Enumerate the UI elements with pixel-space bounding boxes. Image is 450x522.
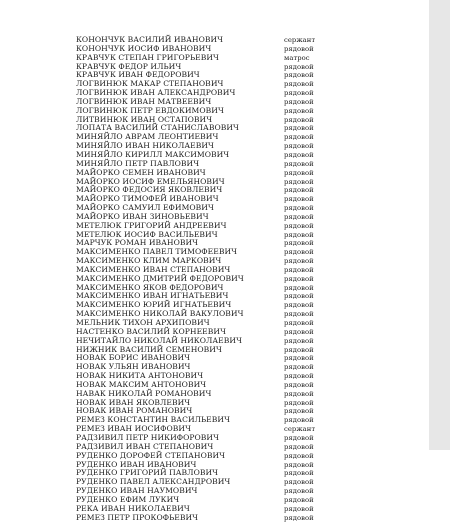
person-name: МАКСИМЕНКО ЯКОВ ФЕДОРОВИЧ bbox=[76, 282, 224, 292]
person-name: МАКСИМЕНКО ДМИТРИЙ ФЕДОРОВИЧ bbox=[76, 273, 244, 283]
list-item bbox=[76, 452, 326, 461]
person-name: МИНЯЙЛО ПЕТР ПАВЛОВИЧ bbox=[76, 158, 200, 168]
military-rank: рядовой bbox=[284, 97, 314, 106]
military-rank: рядовой bbox=[284, 265, 314, 274]
person-name: НИЖНИК ВАСИЛИЙ СЕМЕНОВИЧ bbox=[76, 344, 222, 354]
person-name: ЛОПАТА ВАСИЛИЙ СТАНИСЛАВОВИЧ bbox=[76, 123, 239, 133]
person-name: МАКСИМЕНКО ИВАН СТЕПАНОВИЧ bbox=[76, 264, 231, 274]
person-name: КРАВЧУК ИВАН ФЕДОРОВИЧ bbox=[76, 70, 200, 80]
person-name: КОНОНЧУК ВАСИЛИЙ ИВАНОВИЧ bbox=[76, 35, 224, 44]
person-name: ЛИТВИНЮК ИВАН ОСТАПОВИЧ bbox=[76, 114, 213, 124]
military-rank: рядовой bbox=[284, 89, 314, 98]
person-name: МАЙОРКО ИОСИФ ЕМЕЛЬЯНОВИЧ bbox=[76, 176, 225, 186]
military-rank: рядовой bbox=[284, 150, 314, 159]
person-name: РУДЕНКО ГРИГОРИЙ ПАВЛОВИЧ bbox=[76, 468, 219, 478]
military-rank: рядовой bbox=[284, 487, 314, 496]
military-rank: рядовой bbox=[284, 363, 314, 372]
person-name: НОВАК УЛЬЯН ИВАНОВИЧ bbox=[76, 362, 191, 372]
military-rank: рядовой bbox=[284, 451, 314, 460]
military-rank: рядовой bbox=[284, 133, 314, 142]
person-name: МИНЯЙЛО ИВАН НИКОЛАЕВИЧ bbox=[76, 141, 214, 151]
page-edge bbox=[429, 0, 450, 450]
military-rank: рядовой bbox=[284, 221, 314, 230]
military-rank: рядовой bbox=[284, 407, 314, 416]
list-item bbox=[76, 514, 326, 522]
person-name: МАЙОРКО ИВАН ЗИНОВЬЕВИЧ bbox=[76, 211, 209, 221]
military-rank: рядовой bbox=[284, 80, 314, 89]
person-name: РУДЕНКО ПАВЕЛ АЛЕКСАНДРОВИЧ bbox=[76, 477, 231, 487]
military-rank: рядовой bbox=[284, 257, 314, 266]
person-name: МЕТЕЛЮК ГРИГОРИЙ АНДРЕЕВИЧ bbox=[76, 220, 227, 230]
person-name: МЕЛЬНИК ТИХОН АРХИПОВИЧ bbox=[76, 318, 210, 327]
person-name: ЛОГВИНЮК МАКАР СТЕПАНОВИЧ bbox=[76, 79, 224, 89]
person-name: РАДЗИВИЛ ИВАН СТЕПАНОВИЧ bbox=[76, 441, 214, 451]
person-name: ЛОГВИНЮК ИВАН АЛЕКСАНДРОВИЧ bbox=[76, 88, 236, 98]
military-rank: рядовой bbox=[284, 354, 314, 363]
military-rank: рядовой bbox=[284, 142, 314, 151]
military-rank: рядовой bbox=[284, 168, 314, 177]
military-rank: рядовой bbox=[284, 310, 314, 319]
military-rank: рядовой bbox=[284, 469, 314, 478]
military-rank: рядовой bbox=[284, 124, 314, 133]
military-rank: рядовой bbox=[284, 177, 314, 186]
list-item bbox=[76, 443, 326, 452]
person-name: МАКСИМЕНКО КЛИМ МАРКОВИЧ bbox=[76, 256, 222, 266]
person-name: РАДЗИВИЛ ПЕТР НИКИФОРОВИЧ bbox=[76, 432, 220, 442]
military-rank: рядовой bbox=[284, 433, 314, 442]
person-name: РУДЕНКО ЕФИМ ЛУКИЧ bbox=[76, 494, 180, 504]
military-rank: рядовой bbox=[284, 195, 314, 204]
military-rank: рядовой bbox=[284, 460, 314, 469]
person-name: ЛОГВИНЮК ИВАН МАТВЕЕВИЧ bbox=[76, 96, 212, 106]
military-rank: рядовой bbox=[284, 115, 314, 124]
military-rank: рядовой bbox=[284, 159, 314, 168]
person-name: РУДЕНКО ДОРОФЕЙ СТЕПАНОВИЧ bbox=[76, 450, 226, 460]
person-name: МАКСИМЕНКО ЮРИЙ ИГНАТЬЕВИЧ bbox=[76, 300, 232, 310]
military-rank: рядовой bbox=[284, 345, 314, 354]
person-name: МАЙОРКО СЕМЕН ИВАНОВИЧ bbox=[76, 167, 206, 177]
person-name: МИНЯЙЛО КИРИЛЛ МАКСИМОВИЧ bbox=[76, 149, 230, 159]
person-name: НОВАК НИКИТА АНТОНОВИЧ bbox=[76, 371, 204, 381]
military-rank: рядовой bbox=[284, 327, 314, 336]
person-name: МАЙОРКО САМУИЛ ЕФИМОВИЧ bbox=[76, 203, 214, 213]
person-name: МАЙОРКО ФЕДОСИЯ ЯКОВЛЕВИЧ bbox=[76, 185, 223, 195]
person-name: РЕМЕЗ ИВАН ИОСИФОВИЧ bbox=[76, 424, 191, 434]
person-name: НЕЧИТАЙЛО НИКОЛАЙ НИКОЛАЕВИЧ bbox=[76, 335, 242, 345]
person-name: КРАВЧУК СТЕПАН ГРИГОРЬЕВИЧ bbox=[76, 52, 219, 62]
person-name: МАКСИМЕНКО ПАВЕЛ ТИМОФЕЕВИЧ bbox=[76, 247, 238, 257]
names-list bbox=[76, 36, 326, 522]
military-rank: рядовой bbox=[284, 398, 314, 407]
military-rank: рядовой bbox=[284, 106, 314, 115]
list-item bbox=[76, 469, 326, 478]
person-name: НОВАК БОРИС ИВАНОВИЧ bbox=[76, 353, 191, 363]
military-rank: рядовой bbox=[284, 62, 314, 71]
list-item bbox=[76, 487, 326, 496]
military-rank: рядовой bbox=[284, 372, 314, 381]
military-rank: рядовой bbox=[284, 380, 314, 389]
military-rank: рядовой bbox=[284, 204, 314, 213]
military-rank: рядовой bbox=[284, 389, 314, 398]
military-rank: рядовой bbox=[284, 478, 314, 487]
person-name: МАКСИМЕНКО НИКОЛАЙ ВАКУЛОВИЧ bbox=[76, 309, 244, 319]
military-rank: рядовой bbox=[284, 513, 314, 522]
military-rank: рядовой bbox=[284, 495, 314, 504]
person-name: РЕКА ИВАН НИКОЛАЕВИЧ bbox=[76, 503, 190, 513]
military-rank: рядовой bbox=[284, 239, 314, 248]
person-name: НОВАК ИВАН ЯКОВЛЕВИЧ bbox=[76, 397, 191, 407]
person-name: РУДЕНКО ИВАН НАУМОВИЧ bbox=[76, 486, 198, 496]
person-name: МАЙОРКО ТИМОФЕЙ ИВАНОВИЧ bbox=[76, 194, 219, 204]
military-rank: рядовой bbox=[284, 44, 314, 53]
military-rank: рядовой bbox=[284, 283, 314, 292]
military-rank: рядовой bbox=[284, 504, 314, 513]
person-name: РЕМЕЗ КОНСТАНТИН ВАСИЛЬЕВИЧ bbox=[76, 415, 230, 425]
person-name: РУДЕНКО ИВАН ИВАНОВИЧ bbox=[76, 459, 197, 469]
person-name: НАСТЕНКО ВАСИЛИЙ КОРНЕЕВИЧ bbox=[76, 326, 226, 336]
person-name: РЕМЕЗ ПЕТР ПРОКОФЬЕВИЧ bbox=[76, 512, 199, 522]
list-item bbox=[76, 496, 326, 505]
list-item bbox=[76, 461, 326, 470]
military-rank: матрос bbox=[284, 53, 310, 62]
person-name: КРАВЧУК ФЕДОР ИЛЬИЧ bbox=[76, 61, 182, 71]
military-rank: рядовой bbox=[284, 212, 314, 221]
military-rank: сержант bbox=[284, 425, 316, 434]
person-name: МЕТЕЛЮК ИОСИФ ВАСИЛЬЕВИЧ bbox=[76, 229, 218, 239]
person-name: МАКСИМЕНКО ИВАН ИГНАТЬЕВИЧ bbox=[76, 291, 229, 301]
military-rank: рядовой bbox=[284, 301, 314, 310]
military-rank: рядовой bbox=[284, 230, 314, 239]
military-rank: рядовой bbox=[284, 292, 314, 301]
military-rank: рядовой bbox=[284, 248, 314, 257]
military-rank: рядовой bbox=[284, 71, 314, 80]
military-rank: рядовой bbox=[284, 186, 314, 195]
military-rank: сержант bbox=[284, 36, 316, 44]
military-rank: рядовой bbox=[284, 319, 314, 327]
person-name: ЛОГВИНЮК ПЕТР ЕВДОКИМОВИЧ bbox=[76, 105, 224, 115]
list-item bbox=[76, 505, 326, 514]
military-rank: рядовой bbox=[284, 336, 314, 345]
person-name: КОНОНЧУК ИОСИФ ИВАНОВИЧ bbox=[76, 43, 212, 53]
person-name: МИНЯЙЛО АВРАМ ЛЕОНТИЕВИЧ bbox=[76, 132, 219, 142]
military-rank: рядовой bbox=[284, 274, 314, 283]
person-name: НОВАК МАКСИМ АНТОНОВИЧ bbox=[76, 379, 207, 389]
person-name: НОВАК ИВАН РОМАНОВИЧ bbox=[76, 406, 193, 416]
list-item bbox=[76, 478, 326, 487]
military-rank: рядовой bbox=[284, 442, 314, 451]
person-name: НАВАК НИКОЛАЙ РОМАНОВИЧ bbox=[76, 388, 212, 398]
military-rank: рядовой bbox=[284, 416, 314, 425]
person-name: МАРЧУК РОМАН ИВАНОВИЧ bbox=[76, 238, 199, 248]
